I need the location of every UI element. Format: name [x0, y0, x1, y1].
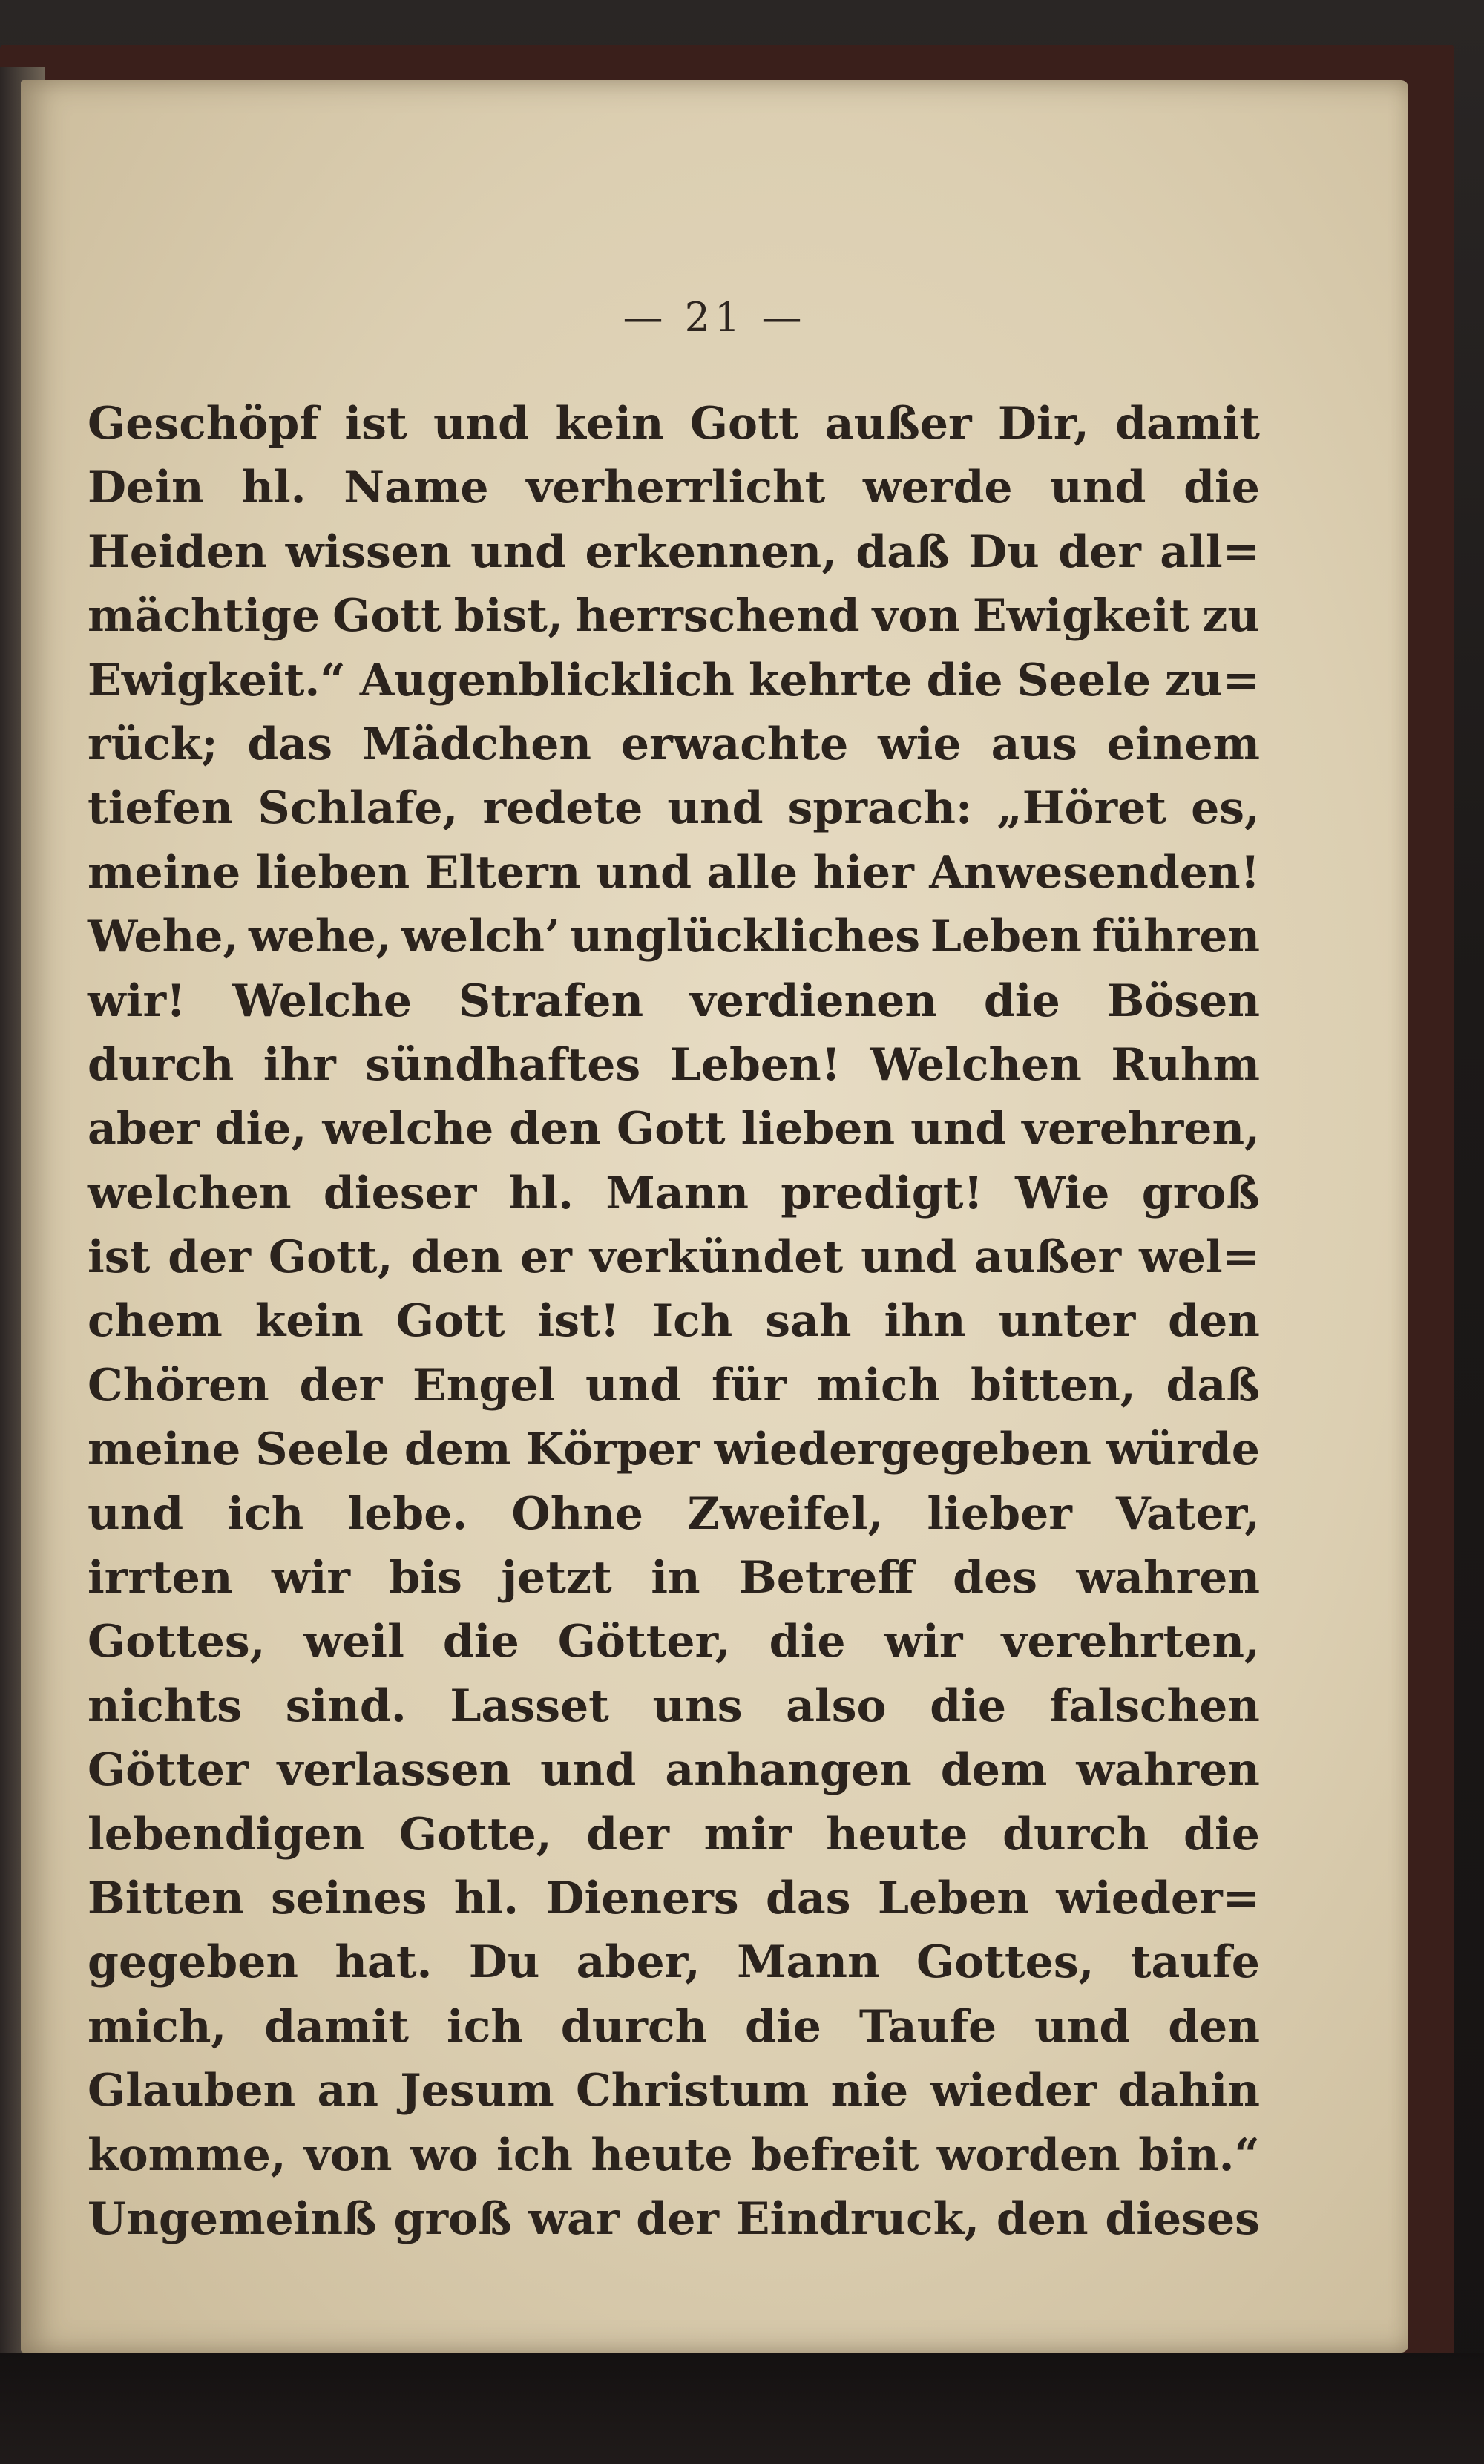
text-line [88, 1225, 1260, 1289]
word: erkennen, [585, 525, 837, 578]
word: heute [826, 1808, 968, 1861]
word: Welchen [870, 1038, 1082, 1091]
word: Eltern [424, 846, 581, 899]
word: nichts [88, 1680, 243, 1732]
word: Dir, [997, 398, 1089, 450]
word: und [1034, 2000, 1131, 2053]
word: groß [393, 2192, 512, 2245]
word: ist! [537, 1295, 620, 1348]
text-line [88, 1867, 1260, 1930]
word: wir [271, 1552, 351, 1605]
word: dieser [323, 1167, 477, 1219]
word: wiedergegeben [714, 1423, 1091, 1476]
word: und [433, 398, 530, 450]
text-line [88, 1803, 1260, 1867]
word: Ich [652, 1295, 733, 1348]
word: Dein [88, 462, 204, 514]
word: sprach: [787, 782, 973, 835]
word: Gott [395, 1295, 505, 1348]
word: dem [404, 1423, 511, 1476]
word: werde [863, 462, 1013, 514]
word: verehrten, [1001, 1616, 1260, 1668]
word: zu [1202, 590, 1260, 643]
word: bis [389, 1552, 462, 1605]
word: damit [1115, 398, 1260, 450]
word: Dieners [545, 1872, 739, 1924]
word: unglückliches [570, 911, 921, 963]
word: Ewigkeit.“ [88, 654, 346, 707]
word: sah [765, 1295, 852, 1348]
word: Vater, [1115, 1487, 1260, 1540]
word: Bösen [1106, 974, 1260, 1027]
word: mächtige [88, 590, 321, 643]
word: Chören [88, 1359, 269, 1412]
word: Ruhm [1111, 1038, 1260, 1091]
word: die [926, 654, 1003, 707]
word: mich, [88, 2000, 227, 2053]
word: mich [816, 1359, 941, 1412]
word: der [636, 2192, 720, 2245]
word: kehrte [748, 654, 913, 707]
word: dem [940, 1744, 1048, 1797]
word: verkündet [589, 1231, 844, 1284]
word: ihr [263, 1038, 336, 1091]
word: den [1168, 1295, 1260, 1348]
text-line [88, 2123, 1260, 2187]
word: den [1168, 2000, 1260, 2053]
word: daß [856, 525, 950, 578]
word: bist, [453, 590, 563, 643]
word: Leben! [669, 1038, 841, 1091]
word: durch [1002, 1808, 1149, 1861]
word: Schlafe, [257, 782, 459, 835]
word: ist [344, 398, 407, 450]
word: zu= [1165, 654, 1260, 707]
word: Bitten [88, 1872, 244, 1924]
text-line [88, 1354, 1260, 1418]
word: die [1183, 1808, 1260, 1861]
word: verherrlicht [526, 462, 826, 514]
text-line [88, 584, 1260, 648]
word: befreit [751, 2129, 919, 2181]
word: damit [264, 2000, 410, 2053]
word: wahren [1076, 1552, 1260, 1605]
word: und [540, 1744, 637, 1797]
word: Gott [689, 398, 799, 450]
table-surface [0, 2353, 1484, 2464]
word: Geschöpf [88, 398, 319, 450]
word: redete [482, 782, 643, 835]
text-line [88, 1097, 1260, 1161]
word: hier [812, 846, 914, 899]
word: uns [652, 1680, 743, 1732]
text-line [88, 1482, 1260, 1546]
word: wieder= [1056, 1872, 1260, 1924]
word: Mann [605, 1167, 749, 1219]
word: alle [706, 846, 798, 899]
word: Jesum [400, 2065, 554, 2117]
word: Heiden [88, 525, 267, 578]
word: Gotte, [398, 1808, 552, 1861]
text-line [88, 2187, 1260, 2251]
word: der [1058, 525, 1141, 578]
word: chem [88, 1295, 223, 1348]
word: durch [88, 1038, 234, 1091]
word: Gott [616, 1103, 726, 1156]
word: kein [255, 1295, 364, 1348]
word: Christum [576, 2065, 810, 2117]
word: war [528, 2192, 620, 2245]
word: von [872, 590, 960, 643]
text-line [88, 712, 1260, 776]
word: die [983, 974, 1060, 1027]
text-line [88, 1610, 1260, 1674]
word: einem [1106, 718, 1260, 770]
word: wehe, [249, 911, 392, 963]
word: sündhaftes [365, 1038, 641, 1091]
word: und [470, 525, 567, 578]
word: lieben [255, 846, 410, 899]
word: rück; [88, 718, 218, 770]
word: Strafen [458, 974, 644, 1027]
word: anhangen [665, 1744, 912, 1797]
word: falschen [1049, 1680, 1260, 1732]
word: wir! [88, 974, 186, 1027]
word: weil [303, 1616, 404, 1668]
text-line [88, 1546, 1260, 1610]
word: Seele [255, 1423, 390, 1476]
word: groß [1141, 1167, 1260, 1219]
word: unter [998, 1295, 1136, 1348]
word: nie [830, 2065, 909, 2117]
text-line [88, 2059, 1260, 2123]
word: Ungemeinß [88, 2192, 377, 2245]
word: Körper [525, 1423, 700, 1476]
text-line [88, 649, 1260, 712]
word: wahren [1076, 1744, 1260, 1797]
word: den [509, 1103, 601, 1156]
page-number: — 21 — [623, 294, 807, 341]
word: ich [496, 2129, 573, 2181]
word: Welche [232, 974, 413, 1027]
word: hl. [453, 1872, 519, 1924]
word: Anwesenden! [929, 846, 1260, 899]
word: herrschend [575, 590, 860, 643]
word: mir [703, 1808, 792, 1861]
word: bin.“ [1138, 2129, 1260, 2181]
text-line [88, 456, 1260, 520]
word: Mann [737, 1936, 880, 1989]
word: Du [968, 525, 1040, 578]
word: Wie [1015, 1167, 1110, 1219]
text-line [88, 841, 1260, 905]
word: Mädchen [361, 718, 592, 770]
word: an [317, 2065, 379, 2117]
word: heute [591, 2129, 733, 2181]
word: hl. [241, 462, 306, 514]
word: und [585, 1359, 682, 1412]
word: meine [88, 1423, 241, 1476]
word: die [1183, 462, 1260, 514]
word: verlassen [277, 1744, 512, 1797]
word: der [586, 1808, 669, 1861]
word: wieder [930, 2065, 1097, 2117]
word: Gott [332, 590, 441, 643]
word: verdienen [689, 974, 937, 1027]
word: von [304, 2129, 393, 2181]
word: aber, [576, 1936, 700, 1989]
word: Seele [1017, 654, 1152, 707]
word: durch [560, 2000, 708, 2053]
text-line [88, 1995, 1260, 2059]
text-line [88, 905, 1260, 969]
word: sind. [285, 1680, 407, 1732]
text-line [88, 1289, 1260, 1353]
word: welchen [88, 1167, 292, 1219]
word: Name [344, 462, 489, 514]
word: Eindruck, [735, 2192, 980, 2245]
word: führen [1091, 911, 1260, 963]
page-text [88, 392, 1260, 2251]
word: daß [1166, 1359, 1260, 1412]
word: „Höret [997, 782, 1166, 835]
word: irrten [88, 1552, 233, 1605]
word: wissen [285, 525, 452, 578]
word: der [168, 1231, 251, 1284]
word: hat. [335, 1936, 433, 1989]
word: und [595, 846, 692, 899]
word: lebe. [347, 1487, 468, 1540]
text-line [88, 1930, 1260, 1994]
text-line [88, 1418, 1260, 1481]
word: das [247, 718, 332, 770]
word: gegeben [88, 1936, 299, 1989]
text-line [88, 776, 1260, 840]
word: Engel [413, 1359, 556, 1412]
word: und [1050, 462, 1146, 514]
word: und [667, 782, 764, 835]
word: worden [936, 2129, 1120, 2181]
word: es, [1191, 782, 1260, 835]
text-line [88, 969, 1260, 1033]
word: lebendigen [88, 1808, 365, 1861]
word: predigt! [781, 1167, 983, 1219]
word: aber [88, 1103, 200, 1156]
word: die [930, 1680, 1007, 1732]
word: ich [446, 2000, 523, 2053]
word: außer [824, 398, 972, 450]
word: außer [974, 1231, 1122, 1284]
word: tiefen [88, 782, 234, 835]
word: wir [884, 1616, 963, 1668]
word: also [786, 1680, 887, 1732]
word: kein [555, 398, 664, 450]
word: all= [1160, 525, 1260, 578]
word: komme, [88, 2129, 286, 2181]
book-page [21, 80, 1408, 2353]
word: dieses [1105, 2192, 1260, 2245]
word: seines [271, 1872, 427, 1924]
word: den [410, 1231, 503, 1284]
word: Ewigkeit [972, 590, 1190, 643]
text-line [88, 392, 1260, 456]
word: Lasset [450, 1680, 609, 1732]
word: Zweifel, [687, 1487, 884, 1540]
word: die [442, 1616, 519, 1668]
word: erwachte [620, 718, 849, 770]
word: ich [227, 1487, 304, 1540]
word: Betreff [739, 1552, 914, 1605]
word: und [861, 1231, 957, 1284]
word: und [88, 1487, 184, 1540]
word: taufe [1130, 1936, 1260, 1989]
word: der [299, 1359, 383, 1412]
word: lieber [927, 1487, 1072, 1540]
word: und [910, 1103, 1007, 1156]
word: meine [88, 846, 241, 899]
word: die [745, 2000, 821, 2053]
word: dahin [1118, 2065, 1260, 2117]
word: Ohne [511, 1487, 644, 1540]
word: Taufe [858, 2000, 997, 2053]
word: Gott, [268, 1231, 393, 1284]
word: Leben [930, 911, 1082, 963]
word: die, [214, 1103, 307, 1156]
word: Götter [88, 1744, 249, 1797]
word: die [769, 1616, 846, 1668]
word: er [520, 1231, 572, 1284]
word: hl. [508, 1167, 574, 1219]
word: Leben [877, 1872, 1030, 1924]
word: das [765, 1872, 851, 1924]
word: welche [322, 1103, 494, 1156]
word: wel= [1139, 1231, 1260, 1284]
word: den [996, 2192, 1089, 2245]
word: bitten, [970, 1359, 1136, 1412]
word: welch’ [401, 911, 560, 963]
word: Gottes, [916, 1936, 1094, 1989]
text-line [88, 1033, 1260, 1097]
word: Wehe, [88, 911, 239, 963]
word: Augenblicklich [359, 654, 735, 707]
word: aus [991, 718, 1077, 770]
word: würde [1106, 1423, 1260, 1476]
word: ist [88, 1231, 151, 1284]
word: verehren, [1022, 1103, 1260, 1156]
word: lieben [741, 1103, 896, 1156]
word: des [953, 1552, 1038, 1605]
word: in [651, 1552, 700, 1605]
word: wo [410, 2129, 479, 2181]
text-line [88, 1738, 1260, 1802]
word: Glauben [88, 2065, 296, 2117]
word: für [711, 1359, 787, 1412]
word: jetzt [501, 1552, 612, 1605]
word: Gottes, [88, 1616, 266, 1668]
word: ihn [884, 1295, 966, 1348]
text-line [88, 1161, 1260, 1225]
text-line [88, 1674, 1260, 1738]
word: wie [878, 718, 962, 770]
word: Götter, [557, 1616, 731, 1668]
word: Du [468, 1936, 540, 1989]
text-line [88, 520, 1260, 584]
